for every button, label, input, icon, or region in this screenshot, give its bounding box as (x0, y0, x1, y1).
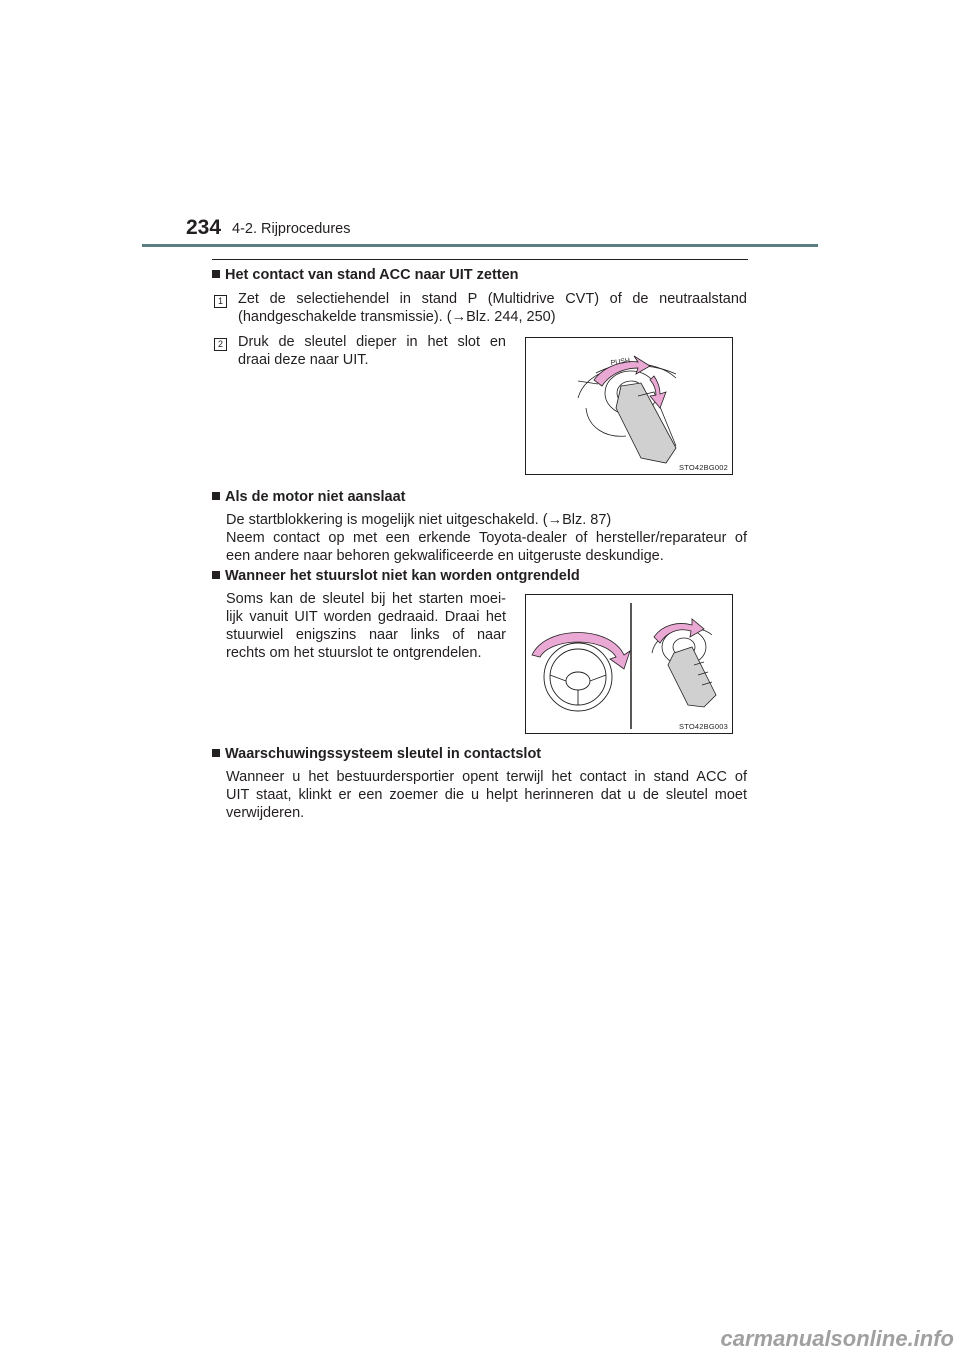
heading-steering-lock-text: Wanneer het stuurslot niet kan worden ontgrendeld (225, 568, 580, 584)
heading-engine-no-start (212, 488, 406, 506)
steering-wheel-key-illustration (526, 595, 732, 733)
heading-acc-off (212, 266, 519, 284)
steering-lock-line-2: lijk vanuit UIT worden gedraaid. Draai het (226, 609, 506, 625)
push-label: PUSH (610, 357, 631, 367)
key-fob-shape-2 (668, 647, 716, 707)
key-warning-line-1: Wanneer u het bestuurdersportier opent terwijl het contact in stand ACC of (226, 769, 747, 785)
step-2-line-2: draai deze naar UIT. (238, 352, 369, 368)
bullet-square-icon (212, 492, 220, 500)
step-number-1: 1 (214, 295, 227, 308)
heading-key-warning-text: Waarschuwingssysteem sleutel in contactslot (225, 746, 542, 762)
step-1-text (238, 290, 747, 326)
engine-no-start-line-3: een andere naar behoren gekwalificeerde en uitgeruste deskundige. (226, 548, 664, 564)
key-push-turn-illustration (526, 338, 732, 474)
bullet-square-icon (212, 749, 220, 757)
figure-code-2: STO42BG003 (679, 722, 728, 731)
heading-acc-off-text: Het contact van stand ACC naar UIT zetten (225, 267, 519, 283)
bullet-square-icon (212, 270, 220, 278)
key-warning-text (226, 768, 747, 822)
steering-lock-line-1: Soms kan de sleutel bij het starten moei- (226, 591, 506, 607)
watermark-text: carmanualsonline.info (720, 1326, 954, 1351)
content-top-rule (212, 259, 748, 260)
engine-no-start-line-1: De startblokkering is mogelijk niet uitgeschakeld. (→Blz. 87) (226, 512, 612, 528)
section-title: 4-2. Rijprocedures (232, 221, 351, 237)
key-warning-line-3: verwijderen. (226, 805, 305, 821)
page-number: 234 (186, 216, 222, 239)
steering-lock-line-4: rechts om het stuurslot te ontgrendelen. (226, 645, 482, 661)
figure-code-1: STO42BG002 (679, 463, 728, 472)
step-number-2: 2 (214, 338, 227, 351)
key-turn-arrow-icon (654, 619, 704, 643)
heading-key-warning (212, 745, 541, 763)
figure-key-push-turn (525, 337, 733, 475)
step-1-line-2: (handgeschakelde transmissie). (→Blz. 244, 250) (238, 309, 556, 325)
heading-steering-lock (212, 567, 580, 585)
step-2-text (238, 333, 506, 369)
steering-lock-text (226, 590, 506, 662)
step-2-line-1: Druk de sleutel dieper in het slot en (238, 334, 506, 350)
bullet-square-icon (212, 571, 220, 579)
engine-no-start-line-2: Neem contact op met een erkende Toyota-dealer of hersteller/reparateur of (226, 530, 747, 546)
steering-lock-line-3: stuurwiel enigszins naar links of naar (226, 627, 506, 643)
header-rule (142, 244, 818, 247)
engine-no-start-text (226, 511, 747, 565)
figure-steering-wheel-key (525, 594, 733, 734)
step-1-line-1: Zet de selectiehendel in stand P (Multidrive CVT) of de neutraalstand (238, 291, 747, 307)
key-warning-line-2: UIT staat, klinkt er een zoemer die u helpt herinneren dat u de sleutel moet (226, 787, 747, 803)
heading-engine-no-start-text: Als de motor niet aanslaat (225, 489, 406, 505)
